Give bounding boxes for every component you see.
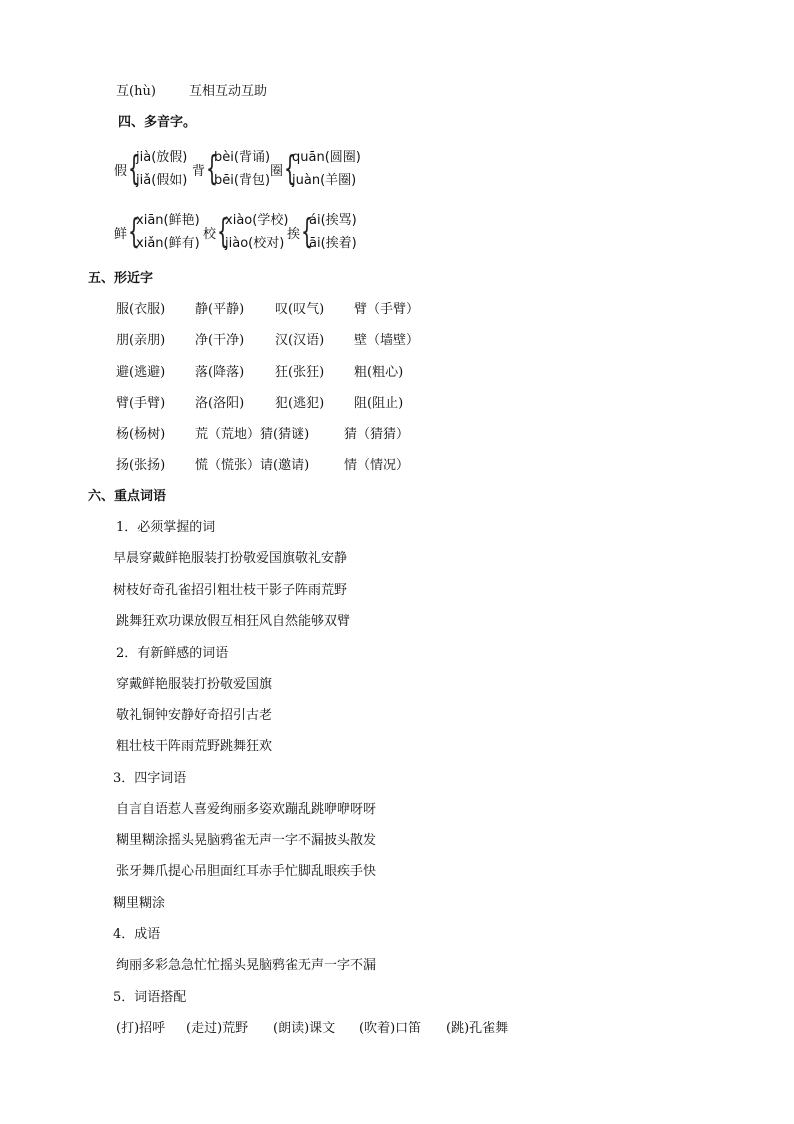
polyphone-reading: āi(挨着): [309, 236, 357, 251]
polyphone-char: 假: [114, 163, 128, 179]
similar-char: 洛(洛阳): [195, 396, 245, 411]
polyphone-group-quan: [270, 146, 361, 192]
similar-char: 慌（慌张）请(邀请): [195, 458, 310, 473]
polyphone-reading: xiào(学校): [225, 213, 289, 228]
similar-char: 服(衣服): [116, 302, 166, 317]
section-5-title: 五、形近字: [88, 271, 154, 286]
similar-char: 扬(张扬): [116, 458, 166, 473]
similar-char: 落(降落): [195, 365, 245, 380]
word-line: 绚丽多彩急急忙忙摇头晃脑鸦雀无声一字不漏: [116, 958, 377, 973]
word-line: 敬礼铜钟安静好奇招引古老: [116, 708, 273, 723]
polyphone-reading: xiān(鲜艳): [136, 213, 200, 228]
polyphone-group-xian: [114, 209, 200, 255]
polyphone-group-ai: [287, 209, 357, 255]
word-line: 早晨穿戴鲜艳服装打扮敬爱国旗敬礼安静: [113, 551, 348, 566]
similar-char: 壁（墙壁）: [354, 333, 420, 348]
polyphone-reading: xiǎn(鲜有): [136, 236, 200, 251]
subsection-title: 5．词语搭配: [113, 990, 187, 1005]
similar-char: 臂（手臂）: [354, 302, 420, 317]
section-6-title: 六、重点词语: [88, 489, 167, 504]
brace-icon: {: [301, 212, 313, 252]
polyphone-reading: bēi(背包): [214, 173, 271, 188]
similar-char: 犯(逃犯): [275, 396, 325, 411]
similar-char: 朋(亲朋): [116, 333, 166, 348]
brace-icon: {: [128, 149, 140, 189]
collocation: (跳)孔雀舞: [446, 1021, 509, 1036]
similar-char: 狂(张狂): [275, 365, 325, 380]
word-line: 糊里糊涂: [113, 896, 166, 911]
polyphone-char: 鲜: [114, 226, 128, 242]
word-line: 糊里糊涂摇头晃脑鸦雀无声一字不漏披头散发: [116, 833, 377, 848]
polyphone-reading: ái(挨骂): [309, 213, 357, 228]
polyphone-hu-item: 互(hù): [116, 84, 156, 99]
subsection-title: 4．成语: [113, 927, 161, 942]
polyphone-group-xiao: [203, 209, 288, 255]
polyphone-hu-words: 互相互动互助: [189, 84, 268, 99]
similar-char: 杨(杨树): [116, 427, 166, 442]
word-line: 张牙舞爪提心吊胆面红耳赤手忙脚乱眼疾手快: [116, 864, 377, 879]
polyphone-reading: jià(放假): [136, 150, 188, 165]
polyphone-reading: quān(圆圈): [292, 150, 361, 165]
similar-char: 避(逃避): [116, 365, 166, 380]
polyphone-reading: jiào(校对): [225, 236, 285, 251]
collocation: (走过)荒野: [186, 1021, 249, 1036]
subsection-title: 1．必须掌握的词: [116, 520, 216, 535]
brace-icon: {: [217, 212, 229, 252]
polyphone-reading: jiǎ(假如): [136, 173, 188, 188]
polyphone-group-jia: [114, 146, 187, 192]
brace-icon: {: [128, 212, 140, 252]
similar-char: 粗(粗心): [354, 365, 404, 380]
subsection-title: 2．有新鲜感的词语: [116, 646, 229, 661]
similar-char: 叹(叹气): [275, 302, 325, 317]
polyphone-char: 圈: [270, 163, 284, 179]
similar-char: 汉(汉语): [275, 333, 325, 348]
polyphone-char: 校: [203, 226, 217, 242]
word-line: 跳舞狂欢功课放假互相狂风自然能够双臂: [116, 614, 351, 629]
word-line: 粗壮枝干阵雨荒野跳舞狂欢: [116, 739, 273, 754]
similar-char: 阻(阻止): [354, 396, 404, 411]
word-line: 树枝好奇孔雀招引粗壮枝干影子阵雨荒野: [113, 583, 348, 598]
similar-char: 静(平静): [195, 302, 245, 317]
similar-char: 净(干净): [195, 333, 245, 348]
similar-char: 荒（荒地）猜(猜谜): [195, 427, 310, 442]
word-line: 自言自语惹人喜爱绚丽多姿欢蹦乱跳咿咿呀呀: [116, 802, 377, 817]
similar-char: 猜（猜猜）: [344, 427, 410, 442]
brace-icon: {: [206, 149, 218, 189]
collocation: (吹着)口笛: [359, 1021, 422, 1036]
similar-char: 臂(手臂): [116, 396, 166, 411]
polyphone-reading: juàn(羊圈): [292, 173, 357, 188]
word-line: 穿戴鲜艳服装打扮敬爱国旗: [116, 677, 273, 692]
collocation: (朗读)课文: [273, 1021, 336, 1036]
brace-icon: {: [284, 149, 296, 189]
polyphone-char: 背: [192, 163, 206, 179]
polyphone-char: 挨: [287, 226, 301, 242]
polyphone-group-bei: [192, 146, 270, 192]
subsection-title: 3．四字词语: [113, 771, 187, 786]
polyphone-reading: bèi(背诵): [214, 150, 271, 165]
section-4-title: 四、多音字。: [118, 115, 197, 130]
collocation: (打)招呼: [116, 1021, 166, 1036]
similar-char: 情（情况）: [344, 458, 410, 473]
